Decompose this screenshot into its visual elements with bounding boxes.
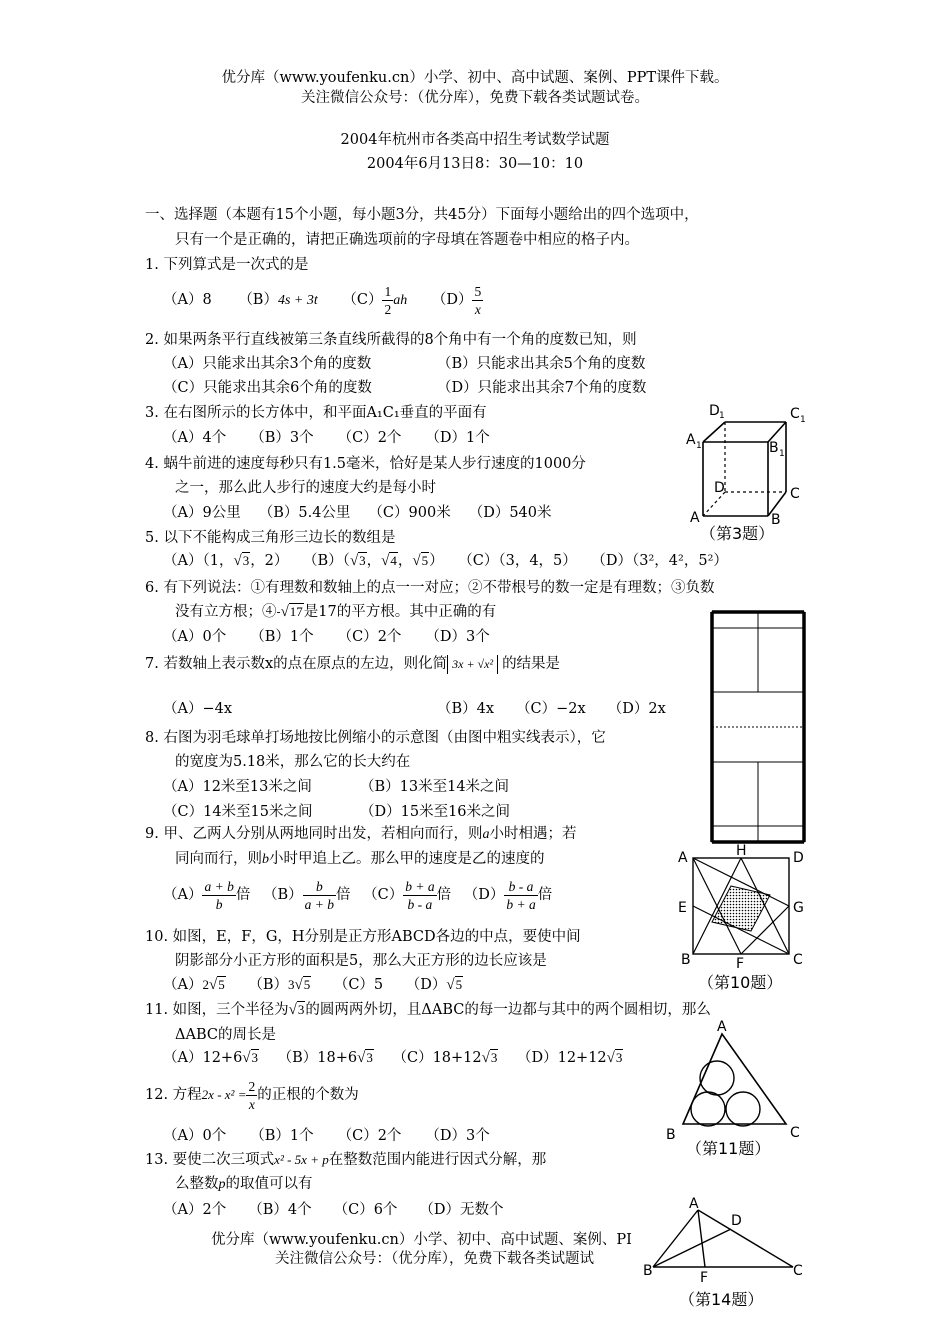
q12-option-a: （A）0个 xyxy=(163,1128,227,1144)
q9-option-c: （C） xyxy=(363,887,404,903)
q9-stem-1: 9. 甲、乙两人分别从两地同时出发，若相向而行，则a小时相遇；若 xyxy=(145,826,577,842)
q11-options: （A）12+6√3 （B）18+6√3 （C）18+12√3 （D）12+12√3 xyxy=(163,1050,623,1066)
fig11-label-c: C xyxy=(790,1125,800,1141)
q9-option-a: （A） xyxy=(163,887,203,903)
q13-option-c: （C）6个 xyxy=(333,1202,398,1218)
q6-options xyxy=(163,625,490,646)
q8-stem-2: 的宽度为5.18米，那么它的长大约在 xyxy=(175,754,411,770)
q7-option-d: （D）2x xyxy=(607,701,666,717)
fig3-label-c: C xyxy=(790,486,800,502)
q3-option-a: （A）4个 xyxy=(163,430,227,446)
q1-stem: 1. 下列算式是一次式的是 xyxy=(145,257,309,273)
fig3-label-c1: C xyxy=(790,406,800,422)
q2-option-a: （A）只能求出其余3个角的度数 xyxy=(163,356,372,372)
fig10-label-e: E xyxy=(678,900,687,916)
q7-stem: 7. 若数轴上表示数x的点在原点的左边，则化简 3x + √x² 的结果是 xyxy=(145,656,561,672)
q4-options xyxy=(163,501,552,522)
q11-option-d: （D）12+12 xyxy=(516,1050,607,1066)
q1-option-a: （A）8 xyxy=(163,292,212,308)
q6-sqrt17: √17 xyxy=(280,604,303,620)
exam-title: 2004年杭州市各类高中招生考试数学试题 xyxy=(340,132,610,148)
q4-option-d: （D）540米 xyxy=(468,505,552,521)
q4-stem-2: 之一，那么此人步行的速度大约是每小时 xyxy=(175,480,436,496)
q8-option-b: （B）13米至14米之间 xyxy=(360,779,510,795)
q1-option-c: （C） xyxy=(342,292,383,308)
q1-fraction-5x: $\frac{5}{x}$ xyxy=(474,283,482,317)
q7-option-c: （C）−2x xyxy=(516,701,586,717)
q13-options xyxy=(163,1198,504,1219)
figure-14-triangle xyxy=(643,1195,813,1315)
fig3-label-a1: A xyxy=(686,432,696,448)
q5-options: （A）（1，√3，2） （B）（√3，√4，√5） （C）（3，4，5） （D）（3²，4²，5²） xyxy=(163,553,728,569)
q10-option-b: （B） xyxy=(248,977,288,993)
fig10-label-f: F xyxy=(736,956,745,972)
q1-option-c-tail: ah xyxy=(393,293,408,308)
fig14-label-f: F xyxy=(700,1270,709,1286)
q5-option-d: （D）（3²，4²，5²） xyxy=(591,553,728,569)
q1-fraction-half: $\frac{1}{2}$ xyxy=(384,283,392,317)
q13-stem-1: 13. 要使二次三项式x² - 5x + p在整数范围内能进行因式分解，那 xyxy=(145,1152,547,1168)
q3-option-b: （B）3个 xyxy=(250,430,314,446)
q5-option-b: （B）（ xyxy=(303,553,350,569)
section-intro-1: 一、选择题（本题有15个小题，每小题3分，共45分）下面每小题给出的四个选项中， xyxy=(145,207,699,223)
q2-option-b: （B）只能求出其余5个角的度数 xyxy=(437,356,646,372)
fig3-label-a: A xyxy=(690,510,700,526)
q8-option-c: （C）14米至15米之间 xyxy=(163,804,313,820)
svg-text:1: 1 xyxy=(719,411,725,421)
fig14-label-c: C xyxy=(793,1263,803,1279)
q12-stem: 12. 方程2x - x² = $\frac{2}{x}$ 的正根的个数为 xyxy=(145,1078,359,1112)
q7-abs-expr: 3x + √x² xyxy=(447,655,498,674)
fig3-label-b: B xyxy=(771,512,781,528)
fig3-label-d1: D xyxy=(709,403,720,419)
figure-8-badminton-court xyxy=(708,610,808,845)
q10-option-c: （C）5 xyxy=(333,977,384,993)
fig10-label-a: A xyxy=(678,850,688,866)
q6-stem-2: 没有立方根；④-√17是17的平方根。其中正确的有 xyxy=(175,604,497,620)
figure-11-triangle-circles xyxy=(662,1020,812,1160)
q6-option-d: （D）3个 xyxy=(425,629,490,645)
q10-stem-2: 阴影部分小正方形的面积是5，那么大正方形的边长应该是 xyxy=(175,953,547,969)
q4-option-b: （B）5.4公里 xyxy=(258,505,351,521)
q11-option-c: （C）18+12 xyxy=(392,1050,482,1066)
header-line-2: 关注微信公众号：（优分库），免费下载各类试题试卷。 xyxy=(301,90,649,106)
exam-date: 2004年6月13日8：30—10：10 xyxy=(366,156,584,172)
q4-option-a: （A）9公里 xyxy=(163,505,241,521)
q7-options-rest xyxy=(437,697,666,718)
figure-10-square xyxy=(675,840,815,995)
figure-3-cuboid xyxy=(680,400,815,545)
q9-option-b: （B） xyxy=(262,887,303,903)
q7-option-b: （B）4x xyxy=(437,701,495,717)
q1-option-b-expr: 4s + 3t xyxy=(277,293,318,308)
q12-options xyxy=(163,1124,490,1145)
q8-stem-1: 8. 右图为羽毛球单打场地按比例缩小的示意图（由图中粗实线表示），它 xyxy=(145,730,606,746)
q3-option-d: （D）1个 xyxy=(425,430,490,446)
q11-option-b: （B）18+6 xyxy=(277,1050,358,1066)
q2-option-d: （D）只能求出其余7个角的度数 xyxy=(437,380,647,396)
q1-option-b: （B） xyxy=(238,292,278,308)
fig11-label-a: A xyxy=(717,1020,727,1035)
svg-text:1: 1 xyxy=(696,441,702,451)
fig10-label-b: B xyxy=(681,952,691,968)
q5-option-c: （C）（3，4，5） xyxy=(458,553,577,569)
svg-text:1: 1 xyxy=(800,415,806,425)
fig11-caption: （第11题） xyxy=(686,1139,771,1158)
q12-option-d: （D）3个 xyxy=(425,1128,490,1144)
q4-option-c: （C）900米 xyxy=(368,505,451,521)
q11-stem-1: 11. 如图，三个半径为√3的圆两两外切，且ΔABC的每一边都与其中的两个圆相切，那么 xyxy=(145,1002,711,1018)
q12-option-c: （C）2个 xyxy=(337,1128,402,1144)
svg-text:1: 1 xyxy=(779,449,785,459)
q6-option-b: （B）1个 xyxy=(250,629,314,645)
footer-line-1: 优分库（www.youfenku.cn）小学、初中、高中试题、案例、PI xyxy=(211,1232,632,1248)
q8-option-d: （D）15米至16米之间 xyxy=(360,804,511,820)
q6-option-c: （C）2个 xyxy=(337,629,402,645)
q1-options xyxy=(163,280,483,320)
fig14-label-d: D xyxy=(731,1213,742,1229)
q10-stem-1: 10. 如图，E，F，G，H分别是正方形ABCD各边的中点，要使中间 xyxy=(145,929,581,945)
fig10-label-d: D xyxy=(793,850,804,866)
q2-option-c: （C）只能求出其余6个角的度数 xyxy=(163,380,372,396)
fig3-label-b1: B xyxy=(769,440,779,456)
footer-line-2: 关注微信公众号：（优分库），免费下载各类试题试 xyxy=(275,1251,594,1267)
fig10-label-c: C xyxy=(793,952,803,968)
q9-option-d: （D） xyxy=(463,887,505,903)
q5-sqrt3: √3 xyxy=(233,553,250,569)
q10-option-a: （A） xyxy=(163,977,203,993)
q13-option-d: （D）无数个 xyxy=(419,1202,504,1218)
fig14-label-b: B xyxy=(643,1263,653,1279)
q3-stem: 3. 在右图所示的长方体中，和平面A₁C₁垂直的平面有 xyxy=(145,405,487,421)
q11-option-a: （A）12+6 xyxy=(163,1050,243,1066)
fig14-caption: （第14题） xyxy=(679,1290,764,1309)
fig3-caption: （第3题） xyxy=(700,524,775,543)
q6-stem-1: 6. 有下列说法：①有理数和数轴上的点一一对应；②不带根号的数一定是有理数；③负数 xyxy=(145,580,715,596)
q3-option-c: （C）2个 xyxy=(337,430,402,446)
fig14-label-a: A xyxy=(689,1196,699,1212)
q9-stem-2: 同向而行，则b小时甲追上乙。那么甲的速度是乙的速度的 xyxy=(175,851,545,867)
q8-option-a: （A）12米至13米之间 xyxy=(163,779,312,795)
fig10-label-g: G xyxy=(793,900,804,916)
fig3-label-d: D xyxy=(714,480,725,496)
q6-option-a: （A）0个 xyxy=(163,629,227,645)
fig11-label-b: B xyxy=(666,1127,676,1143)
q5-option-a: （A）（1， xyxy=(163,553,234,569)
q12-option-b: （B）1个 xyxy=(250,1128,314,1144)
q2-stem: 2. 如果两条平行直线被第三条直线所截得的8个角中有一个角的度数已知，则 xyxy=(145,332,637,348)
q13-option-b: （B）4个 xyxy=(248,1202,312,1218)
q10-options: （A）2√5 （B）3√5 （C）5 （D）√5 xyxy=(163,977,463,993)
q13-option-a: （A）2个 xyxy=(163,1202,227,1218)
q5-stem: 5. 以下不能构成三角形三边长的数组是 xyxy=(145,530,396,546)
q13-stem-2: 么整数p的取值可以有 xyxy=(175,1176,313,1192)
q1-option-d: （D） xyxy=(431,292,473,308)
q3-options xyxy=(163,426,490,447)
header-line-1: 优分库（www.youfenku.cn）小学、初中、高中试题、案例、PPT课件下载。 xyxy=(221,70,729,86)
section-intro-2: 只有一个是正确的，请把正确选项前的字母填在答题卷中相应的格子内。 xyxy=(175,232,639,248)
fig10-caption: （第10题） xyxy=(698,973,783,992)
q10-option-d: （D） xyxy=(405,977,447,993)
q11-stem-2: ΔABC的周长是 xyxy=(175,1027,276,1043)
q9-options: （A） $\frac{a + b}{b}$ 倍 （B） $\frac{b}{a + b}$ 倍 （C） $\frac{b + a}{b - a}$ 倍 （D） $\frac{b - a}{b + a}$ 倍 xyxy=(163,878,553,912)
q4-stem-1: 4. 蜗牛前进的速度每秒只有1.5毫米，恰好是某人步行速度的1000分 xyxy=(145,456,586,472)
fig10-label-h: H xyxy=(736,843,747,859)
q7-option-a: （A）−4x xyxy=(163,701,233,717)
